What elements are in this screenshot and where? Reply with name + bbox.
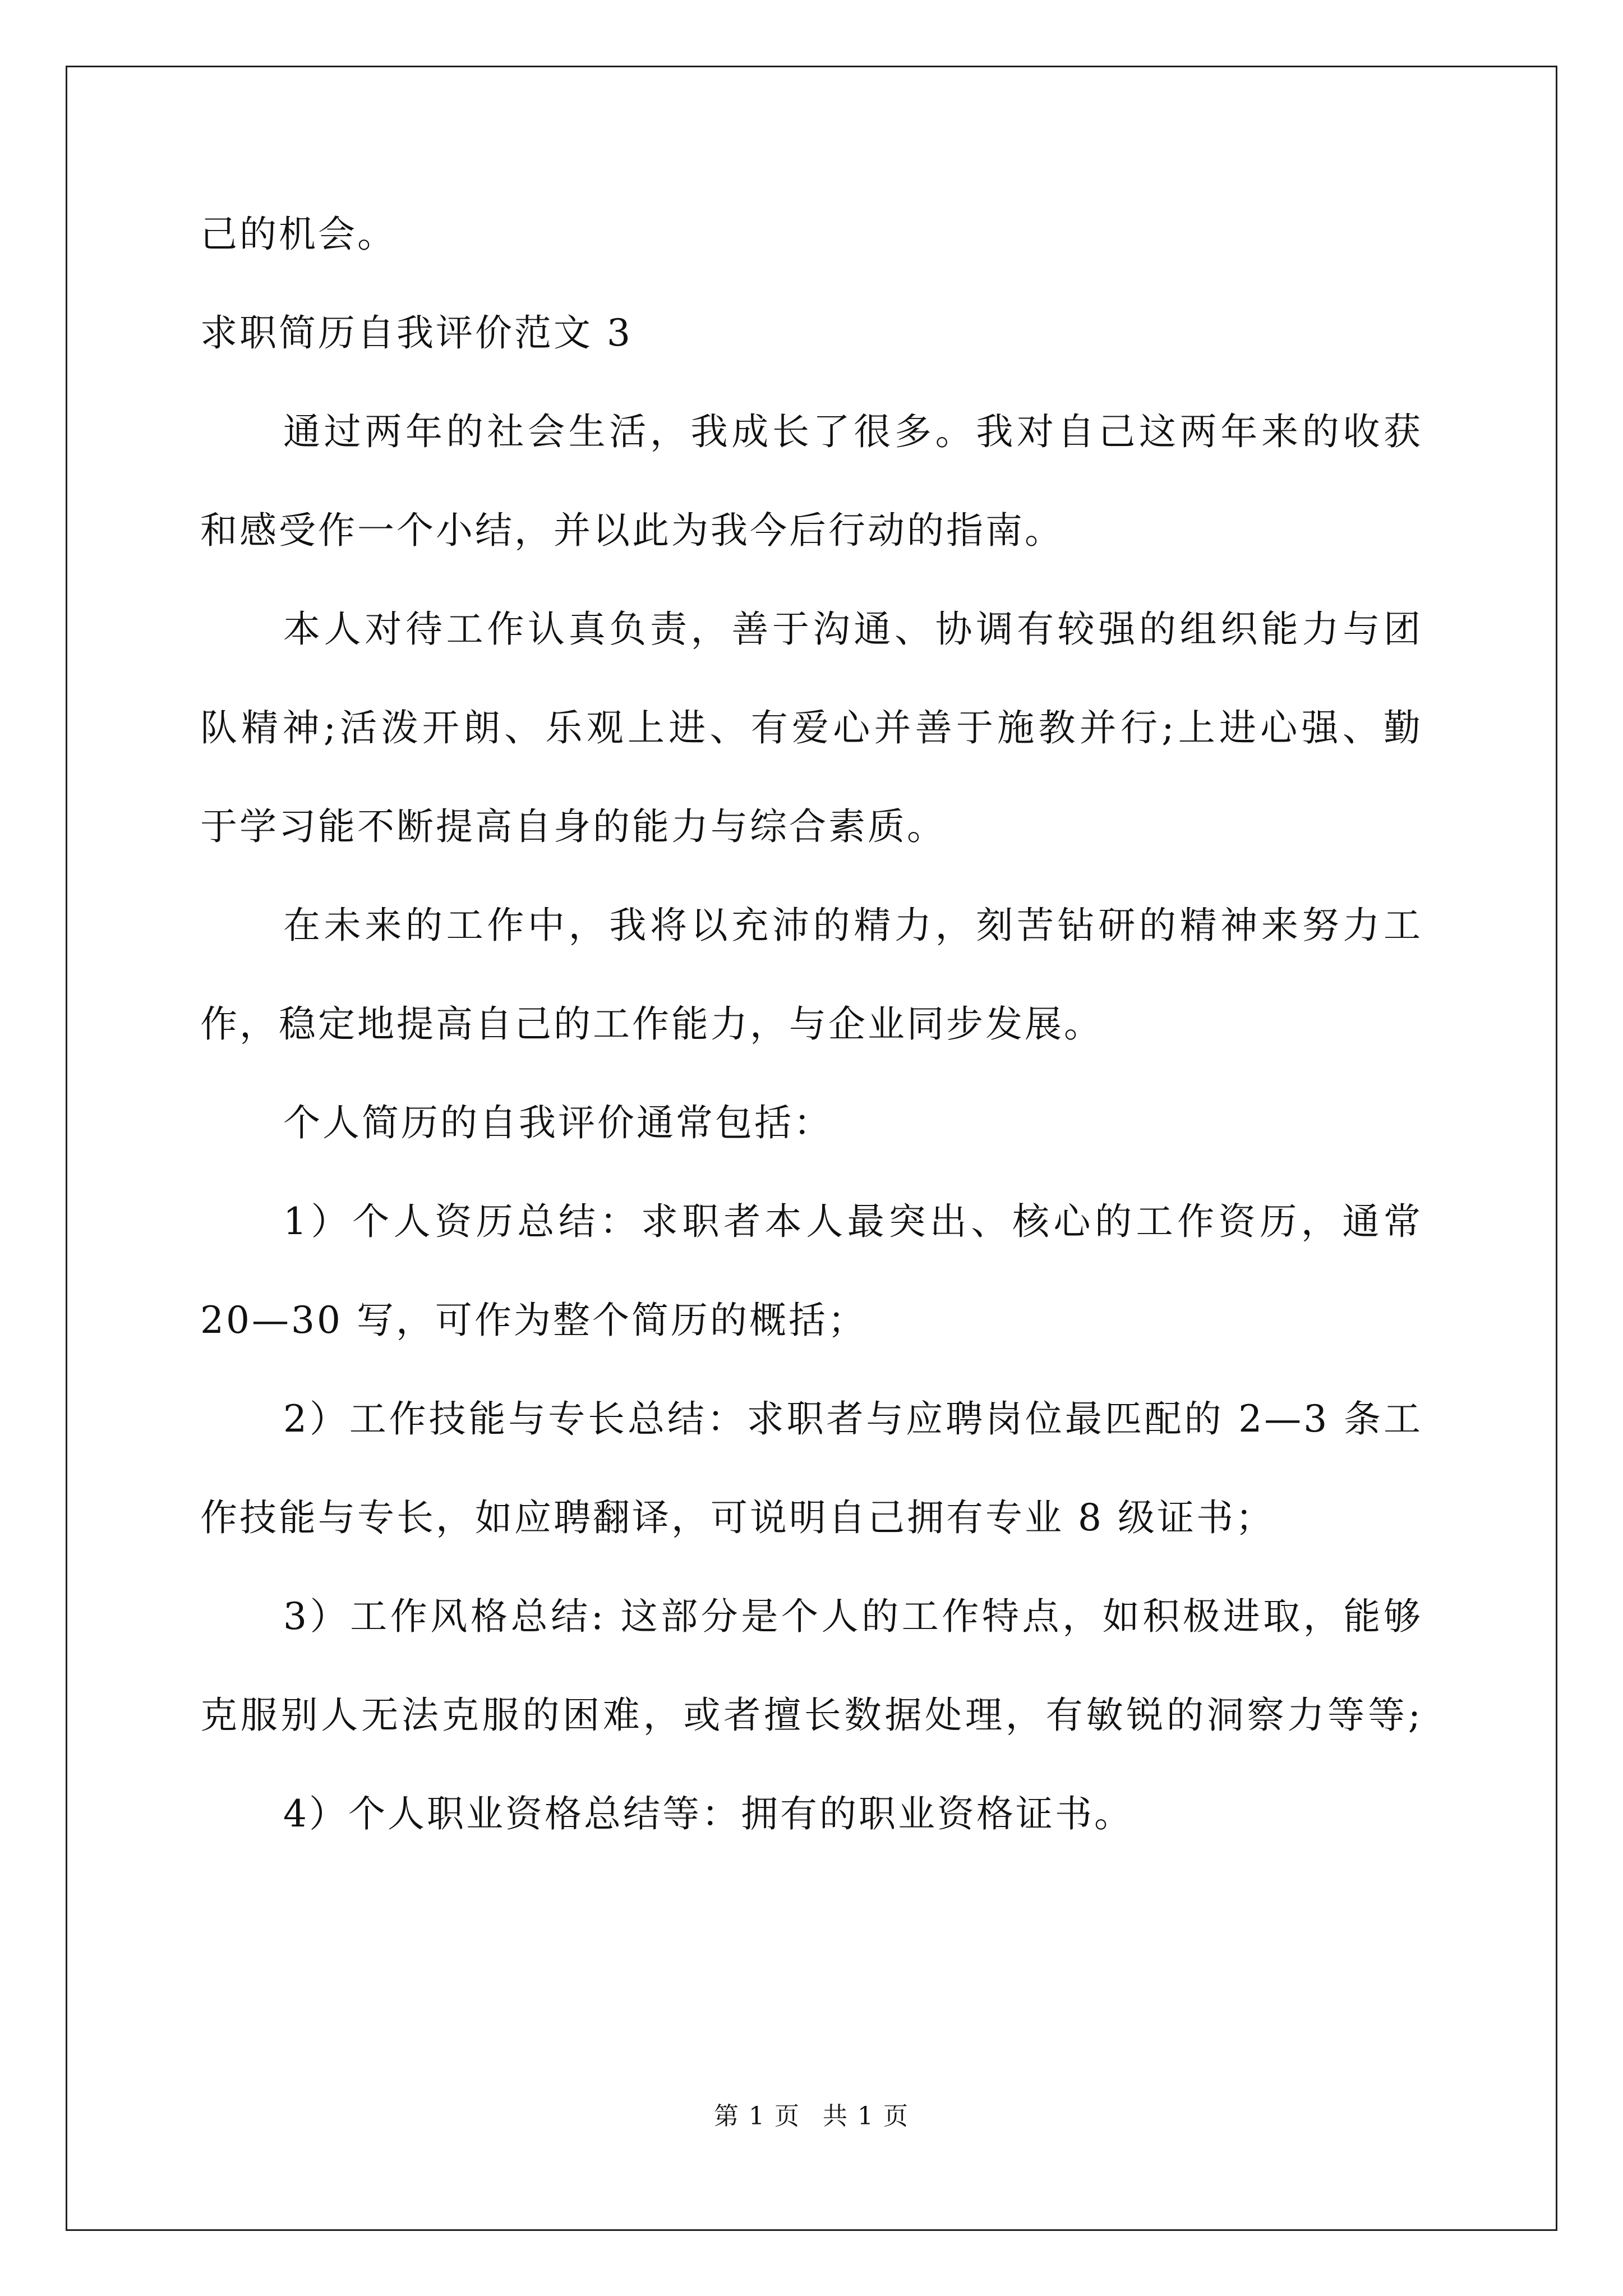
list-item-line: 4）个人职业资格总结等：拥有的职业资格证书。 bbox=[283, 1792, 1133, 1835]
paragraph-line: 队精神;活泼开朗、乐观上进、有爱心并善于施教并行;上进心强、勤 bbox=[200, 706, 1423, 749]
paragraph-line: 个人简历的自我评价通常包括： bbox=[283, 1101, 833, 1144]
list-item-line: 克服别人无法克服的困难，或者擅长数据处理，有敏锐的洞察力等等; bbox=[200, 1694, 1423, 1737]
document-body bbox=[200, 210, 1423, 1889]
page-footer bbox=[0, 2101, 1623, 2132]
paragraph-line: 本人对待工作认真负责，善于沟通、协调有较强的组织能力与团 bbox=[283, 608, 1423, 651]
list-item-line: 2）工作技能与专长总结：求职者与应聘岗位最匹配的 2—3 条工 bbox=[283, 1397, 1423, 1441]
list-item-line: 20—30 写，可作为整个简历的概括； bbox=[200, 1299, 867, 1342]
list-item-line: 作技能与专长，如应聘翻译，可说明自己拥有专业 8 级证书； bbox=[200, 1496, 1275, 1539]
paragraph-line: 和感受作一个小结，并以此为我今后行动的指南。 bbox=[200, 509, 1064, 552]
text-line: 己的机会。 bbox=[200, 213, 396, 256]
paragraph-line: 于学习能不断提高自身的能力与综合素质。 bbox=[200, 805, 946, 848]
paragraph-line: 作，稳定地提高自己的工作能力，与企业同步发展。 bbox=[200, 1002, 1103, 1046]
paragraph-line: 在未来的工作中，我将以充沛的精力，刻苦钻研的精神来努力工 bbox=[283, 904, 1423, 947]
section-heading: 求职简历自我评价范文 3 bbox=[200, 311, 633, 355]
page-number: 第 1 页 bbox=[714, 2102, 800, 2131]
page-total: 共 1 页 bbox=[823, 2102, 909, 2131]
list-item-line: 3）工作风格总结: 这部分是个人的工作特点，如积极进取，能够 bbox=[283, 1595, 1423, 1638]
paragraph-line: 通过两年的社会生活，我成长了很多。我对自己这两年来的收获 bbox=[283, 410, 1423, 453]
list-item-line: 1）个人资历总结：求职者本人最突出、核心的工作资历，通常 bbox=[283, 1200, 1423, 1243]
